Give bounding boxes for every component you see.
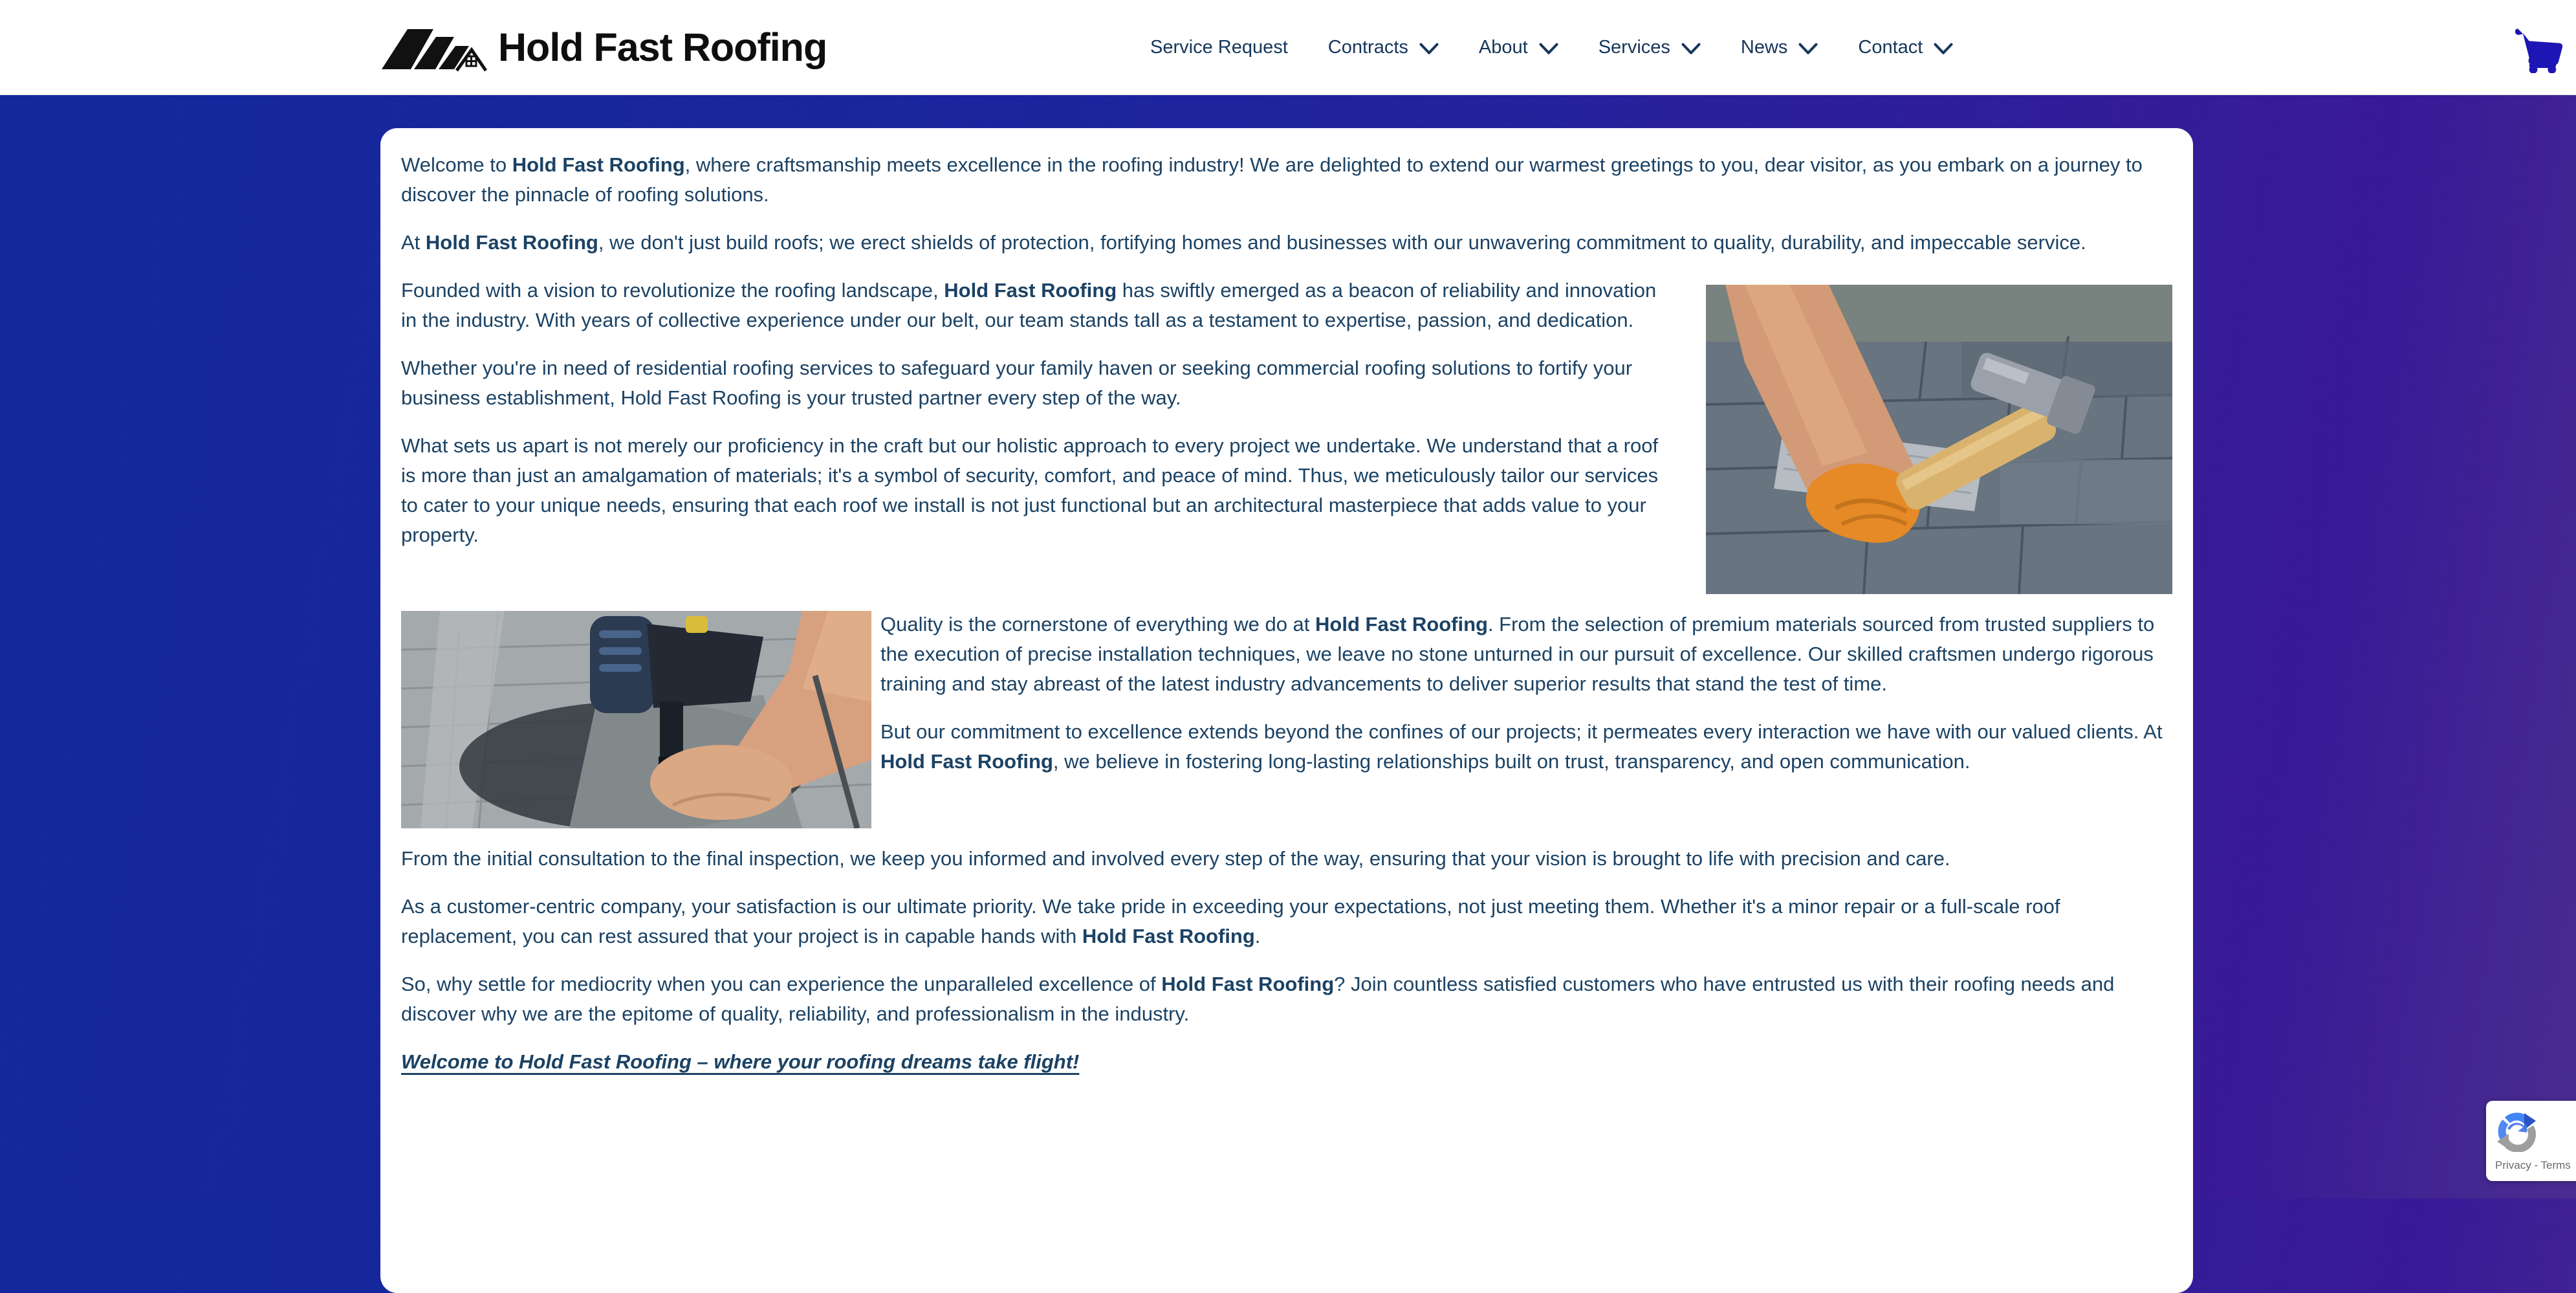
- content-section: [401, 276, 2172, 610]
- chevron-down-icon: [1419, 43, 1439, 55]
- nav-item-label: Service Request: [1150, 36, 1288, 58]
- text-segment: But our commitment to excellence extends beyond the confines of our projects; it permeates every interaction we have with our valued clients. At: [880, 720, 2163, 743]
- content: [401, 150, 2172, 1077]
- nav-item-services[interactable]: [1599, 37, 1701, 58]
- chevron-down-icon: [1539, 43, 1558, 55]
- text-segment: At: [401, 231, 426, 254]
- content-section: [401, 1047, 2172, 1077]
- paragraph: [401, 969, 2172, 1029]
- brand-name: Hold Fast Roofing: [425, 231, 598, 254]
- roofer-nailgun-photo: [401, 611, 871, 828]
- brand-name: Welcome to Hold Fast Roofing – where your roofing dreams take flight!: [401, 1050, 1080, 1073]
- text-segment: has swiftly emerged as a beacon of reliability and innovation in the industry. With years of collective experience under our belt, our team stands tall as a testament to expertise, passion, and dedication.: [401, 279, 1657, 331]
- cart-icon: [2513, 65, 2564, 76]
- chevron-down-icon: [1798, 43, 1818, 55]
- content-section: [401, 844, 2172, 1029]
- text-segment: As a customer-centric company, your satisfaction is our ultimate priority. We take pride in exceeding your expectations, not just meeting them. Whether it's a minor repair or a full-scale roof replacement, you can rest assured that your project is in capable hands with: [401, 895, 2060, 947]
- text-segment: So, why settle for mediocrity when you can experience the unparalleled excellence of: [401, 973, 1162, 995]
- logo[interactable]: [380, 0, 827, 94]
- chevron-down-icon: [1681, 43, 1701, 55]
- tagline: [401, 1047, 2172, 1077]
- nav-item-service-request[interactable]: [1150, 37, 1288, 58]
- nav-item-label: News: [1740, 36, 1788, 58]
- paragraph: [401, 844, 2172, 874]
- nav-item-label: Contact: [1858, 36, 1923, 58]
- nav-item-contact[interactable]: [1858, 37, 1953, 58]
- text-segment: ? Join countless satisfied customers who have entrusted us with their roofing needs and discover why we are the epitome of quality, reliability, and professionalism in the industry.: [401, 973, 2115, 1025]
- brand-name: Hold Fast Roofing: [880, 750, 1053, 773]
- header: [0, 0, 2576, 95]
- text-segment: Founded with a vision to revolutionize the roofing landscape,: [401, 279, 944, 302]
- site-title: Hold Fast Roofing: [498, 25, 827, 69]
- brand-name: Hold Fast Roofing: [944, 279, 1117, 302]
- text-segment: From the initial consultation to the final inspection, we keep you informed and involved every step of the way, ensuring that your vision is brought to life with precision and care.: [401, 847, 1950, 870]
- text-segment: Quality is the cornerstone of everything we do at: [880, 613, 1316, 635]
- brand-name: Hold Fast Roofing: [1082, 925, 1255, 947]
- recaptcha-privacy-terms[interactable]: Privacy - Terms: [2495, 1158, 2571, 1171]
- cart-button[interactable]: [2513, 21, 2564, 73]
- recaptcha-badge[interactable]: [2486, 1101, 2576, 1181]
- text-segment: , we don't just build roofs; we erect shields of protection, fortifying homes and businesses with our unwavering commitment to quality, durability, and impeccable service.: [598, 231, 2086, 254]
- text-segment: , we believe in fostering long-lasting relationships built on trust, transparency, and open communication.: [1053, 750, 1970, 773]
- nav-item-label: About: [1478, 36, 1528, 58]
- content-card: [380, 128, 2193, 1293]
- text-segment: . From the selection of premium materials sourced from trusted suppliers to the execution of precise installation techniques, we leave no stone unturned in our pursuit of excellence. Our skilled craftsmen undergo rigorous training and stay abreast of the latest industry advancements to deliver superior results that stand the test of time.: [880, 613, 2155, 695]
- nav-item-contracts[interactable]: [1328, 37, 1439, 58]
- content-section: [401, 150, 2172, 258]
- text-segment: .: [1254, 925, 1261, 947]
- text-segment: , where craftsmanship meets excellence in the roofing industry! We are delighted to extend our warmest greetings to you, dear visitor, as you embark on a journey to discover the pinnacle of roofing solutions.: [401, 153, 2143, 206]
- paragraph: [401, 150, 2172, 210]
- main-nav: [1150, 0, 1953, 94]
- text-segment: What sets us apart is not merely our proficiency in the craft but our holistic approach to every project we undertake. We understand that a roof is more than just an amalgamation of materials; it's a symbol of security, comfort, and peace of mind. Thus, we meticulously tailor our services to cater to your unique needs, ensuring that each roof we install is not just functional but an architectural masterpiece that adds value to your property.: [401, 434, 1659, 546]
- paragraph: [401, 228, 2172, 258]
- roof-logo-icon: [380, 16, 492, 79]
- content-section: [401, 610, 2172, 844]
- brand-name: Hold Fast Roofing: [512, 153, 685, 176]
- text-segment: Welcome to: [401, 153, 512, 176]
- nav-item-label: Services: [1598, 36, 1670, 58]
- nav-item-about[interactable]: [1479, 37, 1558, 58]
- paragraph: [401, 892, 2172, 951]
- chevron-down-icon: [1934, 43, 1953, 55]
- nav-item-news[interactable]: [1741, 37, 1818, 58]
- nav-item-label: Contracts: [1327, 36, 1408, 58]
- brand-name: Hold Fast Roofing: [1315, 613, 1488, 635]
- recaptcha-icon: [2495, 1111, 2538, 1155]
- brand-name: Hold Fast Roofing: [1161, 973, 1335, 995]
- roofer-hammer-shingles-photo: [1706, 285, 2172, 594]
- text-segment: Whether you're in need of residential roofing services to safeguard your family haven or seeking commercial roofing solutions to fortify your business establishment, Hold Fast Roofing is your trusted partner every step of the way.: [401, 357, 1633, 409]
